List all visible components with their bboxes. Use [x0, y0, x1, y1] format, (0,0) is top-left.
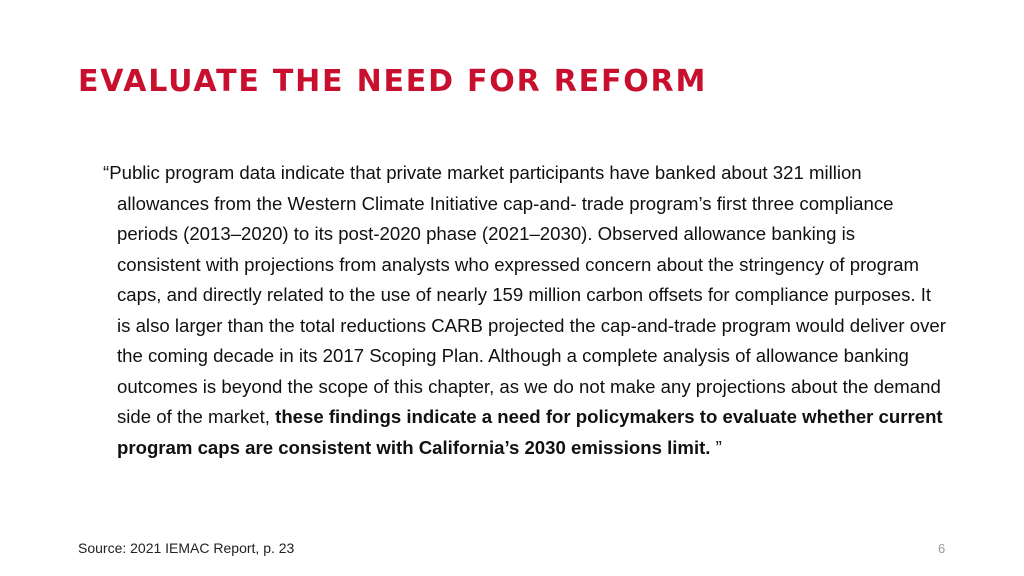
quote-line-10 — [103, 433, 955, 464]
source-citation: Source: 2021 IEMAC Report, p. 23 — [78, 540, 295, 556]
quote-line-7: the coming decade in its 2017 Scoping Plan. Although a complete analysis of allowance banking — [117, 345, 909, 366]
quote-line-6: is also larger than the total reductions CARB projected the cap-and-trade program would deliver over — [117, 314, 946, 336]
quote-line-1 — [103, 158, 955, 189]
slide-title: EVALUATE THE NEED FOR REFORM — [78, 64, 708, 99]
quote-text-emphasis-end: program caps are consistent with California’s 2030 emissions limit. — [117, 436, 711, 458]
quote-line-9 — [103, 402, 955, 433]
quote-text-emphasis: these findings indicate a need for policymakers to evaluate whether current — [275, 406, 943, 427]
quote-line-2: allowances from the Western Climate Initiative cap-and- trade program’s first three compliance — [117, 192, 894, 214]
quote-line-5: caps, and directly related to the use of nearly 159 million carbon offsets for compliance purposes. It — [117, 284, 932, 305]
page-number: 6 — [938, 541, 946, 556]
close-quote-mark: ” — [710, 436, 722, 458]
quote-line-3: periods (2013–2020) to its post-2020 phase (2021–2030). Observed allowance banking is — [117, 223, 856, 244]
quote-text-regular: side of the market, — [117, 406, 276, 427]
quote-line-8: outcomes is beyond the scope of this chapter, as we do not make any projections about the demand — [117, 375, 941, 397]
quote-block — [103, 158, 955, 463]
open-quote-mark: “ — [103, 162, 110, 183]
quote-line-4: consistent with projections from analysts who expressed concern about the stringency of program — [117, 253, 920, 275]
quote-text: Public program data indicate that private market participants have banked about 321 million — [109, 162, 862, 183]
